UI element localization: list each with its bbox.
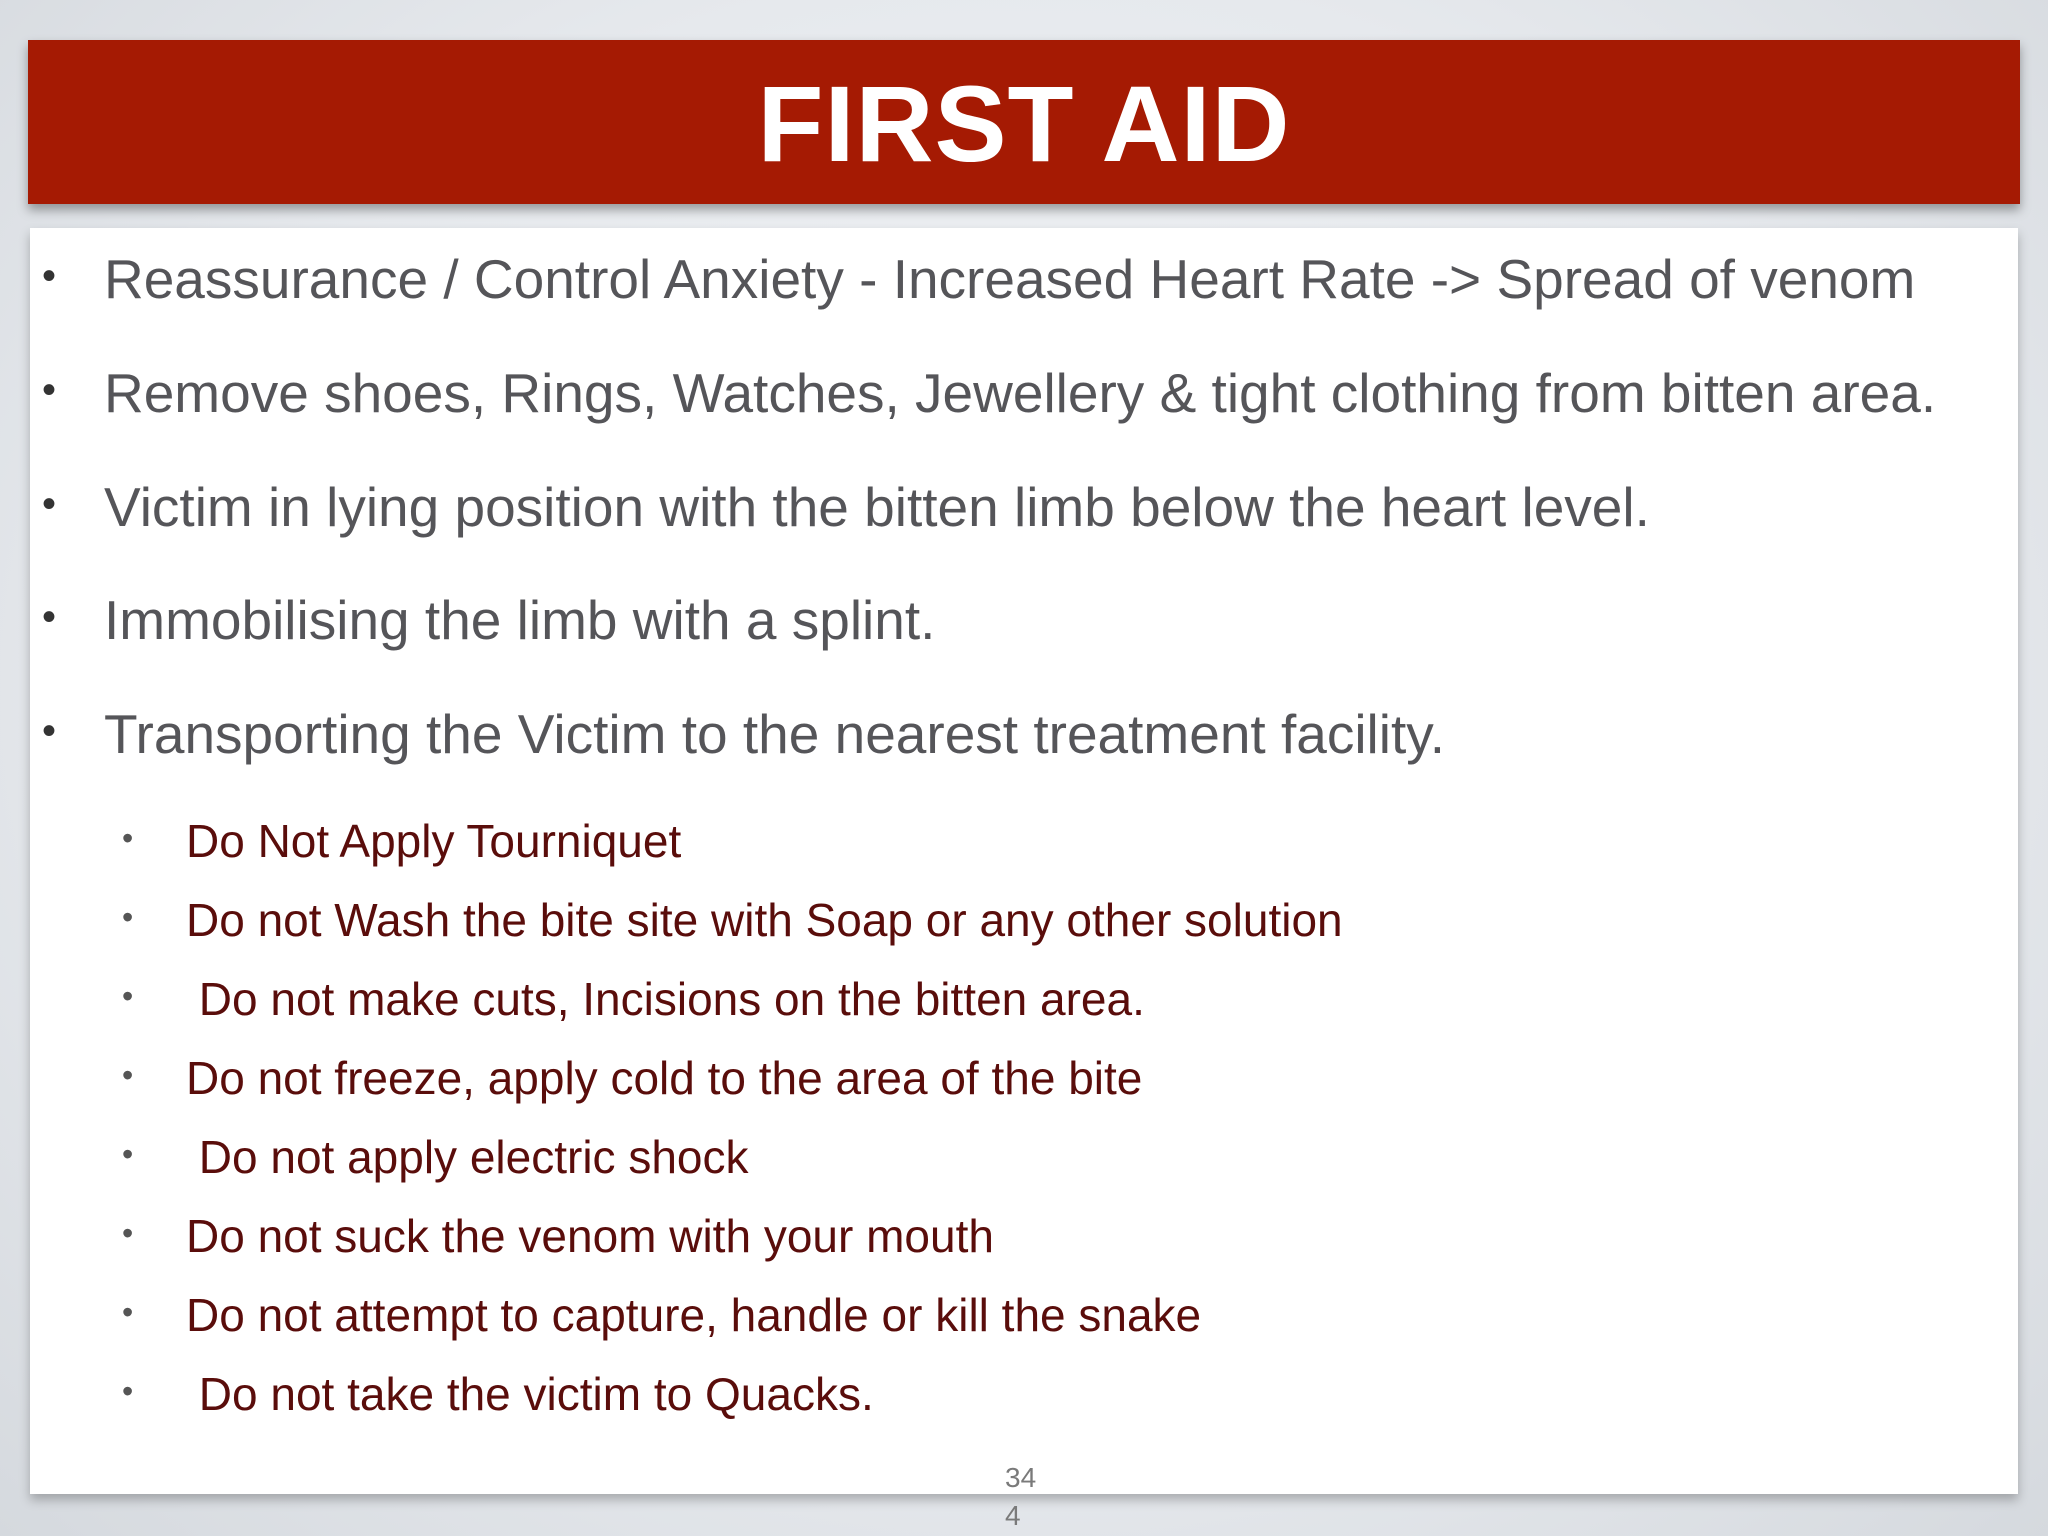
bullet-icon: • (42, 709, 57, 753)
bullet-icon: • (122, 978, 134, 1014)
bullet-icon: • (42, 482, 57, 526)
title-bar (28, 40, 2020, 204)
list-item-text: Do not apply electric shock (186, 1131, 749, 1183)
bullet-icon: • (122, 1136, 134, 1172)
list-item-text: Do Not Apply Tourniquet (186, 815, 682, 867)
list-item-text: Do not suck the venom with your mouth (186, 1210, 994, 1262)
bullet-icon: • (122, 1057, 134, 1093)
bullet-icon: • (42, 595, 57, 639)
page-number-overflow: 4 (1005, 1500, 1021, 1531)
list-item-text: Do not attempt to capture, handle or kill the snake (186, 1289, 1202, 1341)
bullet-icon: • (122, 1373, 134, 1409)
bullet-icon: • (122, 820, 134, 856)
list-item-text: Victim in lying position with the bitten limb below the heart level. (104, 476, 1650, 538)
slide-title: FIRST AID (757, 63, 1291, 184)
list-item-text: Do not Wash the bite site with Soap or any other solution (186, 894, 1343, 946)
page-number: 34 (1005, 1462, 1037, 1493)
bullet-icon: • (122, 1215, 134, 1251)
bullet-icon: • (122, 1294, 134, 1330)
list-item-text: Reassurance / Control Anxiety - Increased Heart Rate -> Spread of venom (104, 248, 1916, 310)
content-panel (30, 228, 2018, 1494)
bullet-icon: • (122, 899, 134, 935)
bullet-icon: • (42, 368, 57, 412)
bullet-icon: • (42, 254, 57, 298)
list-item-text: Do not make cuts, Incisions on the bitten area. (186, 973, 1145, 1025)
list-item-text: Transporting the Victim to the nearest treatment facility. (104, 703, 1445, 765)
list-item-text: Remove shoes, Rings, Watches, Jewellery & tight clothing from bitten area. (104, 362, 1937, 424)
list-item-text: Do not freeze, apply cold to the area of the bite (186, 1052, 1143, 1104)
list-item-text: Do not take the victim to Quacks. (186, 1368, 874, 1420)
list-item-text: Immobilising the limb with a splint. (104, 589, 936, 651)
